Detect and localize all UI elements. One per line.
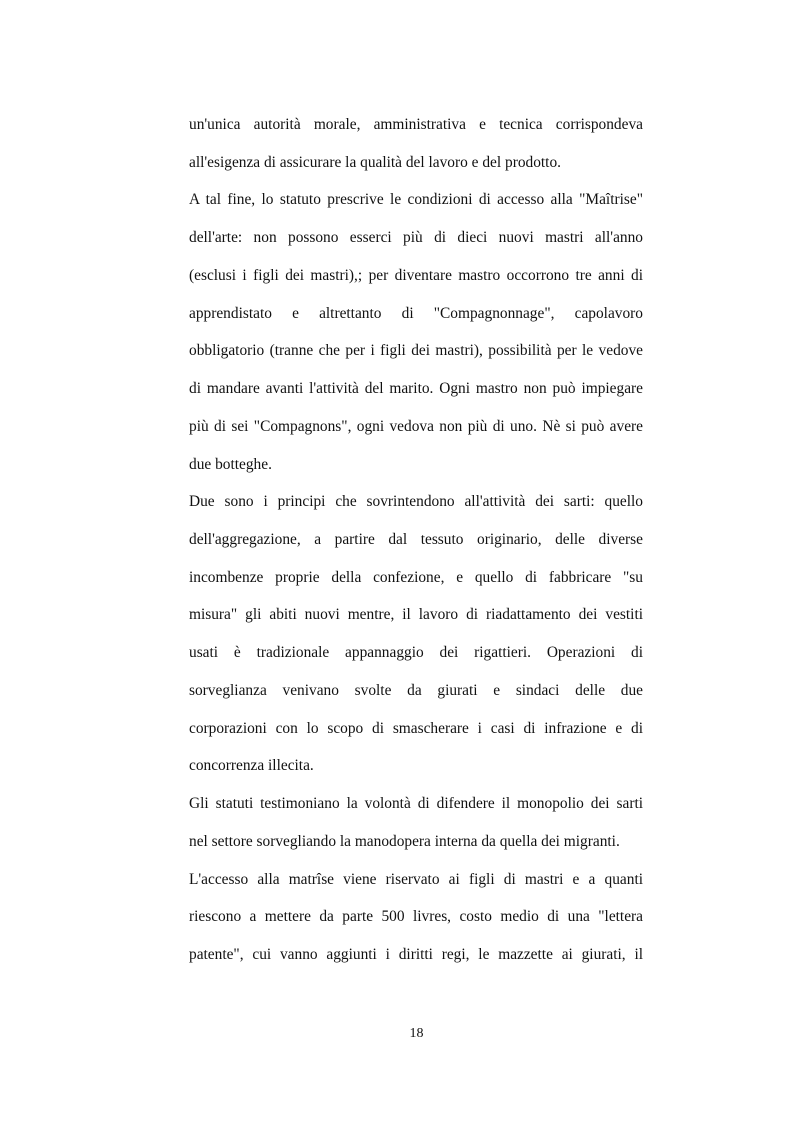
text-line: più di sei "Compagnons", ogni vedova non più di uno. Nè si può avere — [189, 418, 643, 435]
text-line: di mandare avanti l'attività del marito. Ogni mastro non può impiegare — [189, 380, 643, 397]
text-line: Due sono i principi che sovrintendono all'attività dei sarti: quello — [189, 493, 643, 510]
text-line: Gli statuti testimoniano la volontà di difendere il monopolio dei sarti — [189, 795, 643, 812]
text-line: all'esigenza di assicurare la qualità del lavoro e del prodotto. — [189, 154, 562, 171]
text-line: dell'arte: non possono esserci più di dieci nuovi mastri all'anno — [189, 229, 643, 246]
text-line: A tal fine, lo statuto prescrive le condizioni di accesso alla "Maîtrise" — [189, 191, 643, 208]
text-line: dell'aggregazione, a partire dal tessuto originario, delle diverse — [189, 531, 643, 548]
text-line: concorrenza illecita. — [189, 757, 314, 774]
text-line: (esclusi i figli dei mastri),; per diventare mastro occorrono tre anni di — [189, 267, 643, 284]
text-line: due botteghe. — [189, 456, 272, 473]
text-line: misura" gli abiti nuovi mentre, il lavoro di riadattamento dei vestiti — [189, 606, 643, 623]
text-line: corporazioni con lo scopo di smascherare i casi di infrazione e di — [189, 720, 643, 737]
text-line: usati è tradizionale appannaggio dei rigattieri. Operazioni di — [189, 644, 643, 661]
text-line: riescono a mettere da parte 500 livres, costo medio di una "lettera — [189, 908, 643, 925]
text-line: patente", cui vanno aggiunti i diritti regi, le mazzette ai giurati, il — [189, 946, 643, 963]
text-line: apprendistato e altrettanto di "Compagnonnage", capolavoro — [189, 305, 643, 322]
text-line: incombenze proprie della confezione, e quello di fabbricare "su — [189, 569, 643, 586]
text-line: L'accesso alla matrîse viene riservato ai figli di mastri e a quanti — [189, 871, 643, 888]
text-line: sorveglianza venivano svolte da giurati e sindaci delle due — [189, 682, 643, 699]
page-number: 18 — [409, 1026, 424, 1041]
text-line: nel settore sorvegliando la manodopera interna da quella dei migranti. — [189, 833, 620, 850]
text-line: un'unica autorità morale, amministrativa e tecnica corrispondeva — [189, 116, 643, 133]
text-line: obbligatorio (tranne che per i figli dei mastri), possibilità per le vedove — [189, 342, 643, 359]
